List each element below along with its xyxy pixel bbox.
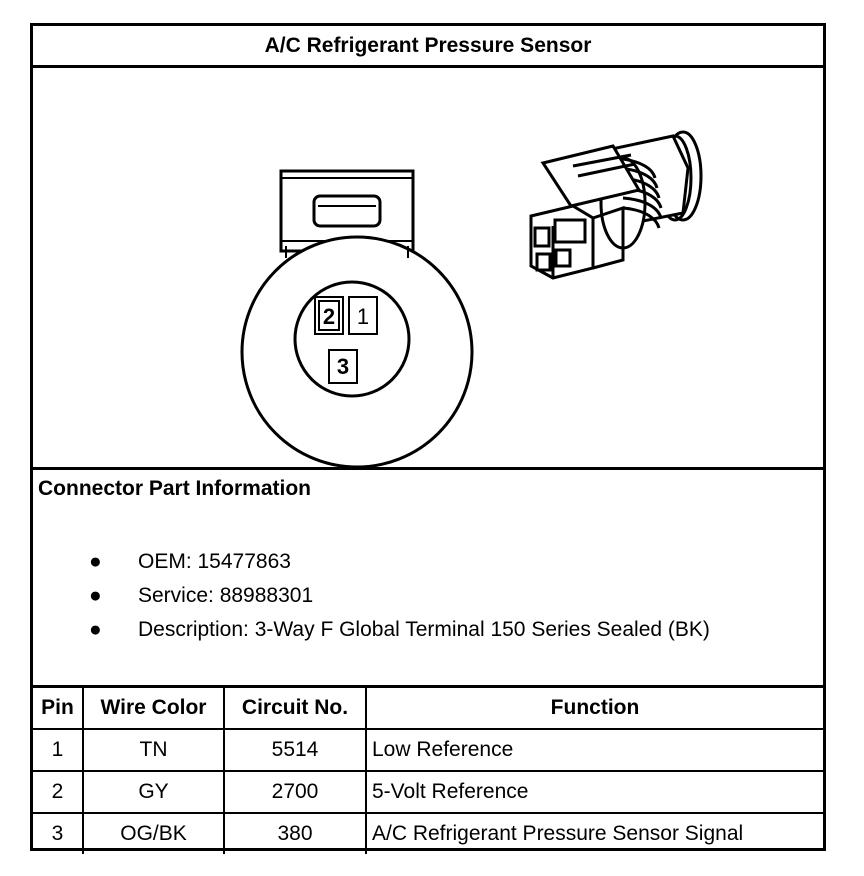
connector-info-item — [33, 548, 710, 582]
connector-part-info — [33, 470, 823, 688]
pinout-table — [33, 688, 823, 854]
header-circuit-no: Circuit No. — [224, 688, 366, 729]
header-function: Function — [366, 688, 823, 729]
connector-description: Description: 3-Way F Global Terminal 150 Series Sealed (BK) — [138, 618, 710, 641]
pin-label-3: 3 — [336, 354, 350, 379]
pin-function: Low Reference — [366, 729, 823, 771]
wire-color: GY — [83, 771, 224, 813]
bullet-icon: ● — [89, 550, 102, 573]
connector-info-item — [33, 582, 710, 616]
connector-figure — [33, 68, 823, 470]
wire-color: TN — [83, 729, 224, 771]
pinout-header-row — [33, 688, 823, 729]
sheet-title: A/C Refrigerant Pressure Sensor — [33, 26, 823, 68]
header-pin: Pin — [33, 688, 83, 729]
service-part-number: Service: 88988301 — [138, 584, 314, 607]
pin-number: 3 — [33, 813, 83, 854]
pin-function: A/C Refrigerant Pressure Sensor Signal — [366, 813, 823, 854]
pin-label-2: 2 — [322, 304, 336, 329]
connector-face-drawing — [242, 171, 472, 467]
oem-part-number: OEM: 15477863 — [138, 550, 291, 573]
pin-number: 2 — [33, 771, 83, 813]
header-wire-color: Wire Color — [83, 688, 224, 729]
table-row — [33, 771, 823, 813]
circuit-number: 2700 — [224, 771, 366, 813]
circuit-number: 380 — [224, 813, 366, 854]
bullet-icon: ● — [89, 618, 102, 641]
connector-info-heading: Connector Part Information — [38, 477, 312, 500]
table-row — [33, 813, 823, 854]
connector-sheet — [30, 23, 826, 851]
table-row — [33, 729, 823, 771]
pin-label-1: 1 — [356, 304, 370, 329]
pin-number: 1 — [33, 729, 83, 771]
connector-drawings — [33, 68, 823, 467]
pin-function: 5-Volt Reference — [366, 771, 823, 813]
connector-info-item — [33, 616, 710, 650]
connector-isometric-drawing — [531, 132, 701, 278]
connector-info-list — [33, 548, 710, 650]
wire-color: OG/BK — [83, 813, 224, 854]
bullet-icon: ● — [89, 584, 102, 607]
circuit-number: 5514 — [224, 729, 366, 771]
